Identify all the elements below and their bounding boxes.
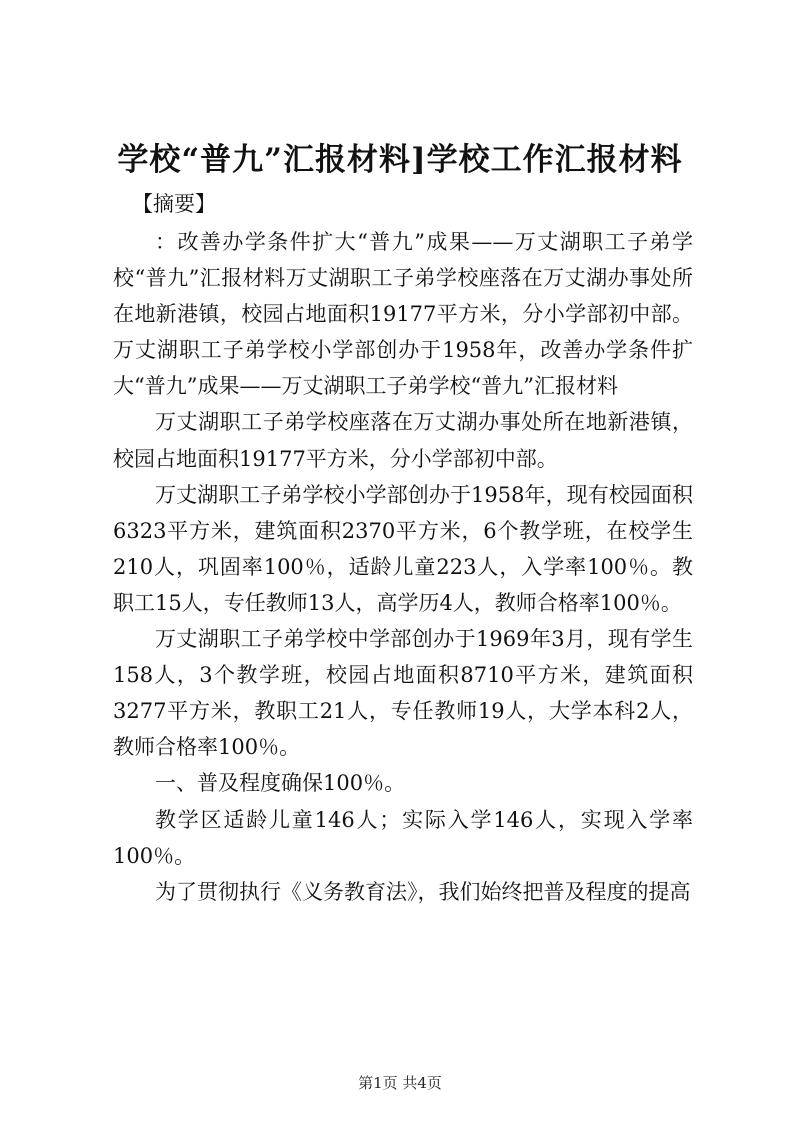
page-footer: 第1页 共4页 — [358, 1074, 442, 1092]
paragraph-5: 一、普及程度确保100％。 — [155, 771, 406, 796]
paragraph-3: 万丈湖职工子弟学校小学部创办于1958年，现有校园面积6323平方米，建筑面积2370平方米，6个教学班，在校学生210人，巩固率100％，适龄儿童223人，入学率100％。教职工15人，专任教师13人，高学历4人，教师合格率100％。 — [113, 482, 693, 615]
paragraph-2: 万丈湖职工子弟学校座落在万丈湖办事处所在地新港镇，校园占地面积19177平方米，分小学部初中部。 — [113, 410, 693, 471]
abstract-label: 【摘要】 — [132, 192, 216, 216]
paragraph-4: 万丈湖职工子弟学校中学部创办于1969年3月，现有学生158人，3个教学班，校园占地面积8710平方米，建筑面积3277平方米，教职工21人，专任教师19人，大学本科2人，教师合格率100％。 — [113, 627, 693, 760]
paragraph-1: ：改善办学条件扩大“普九”成果——万丈湖职工子弟学校“普九”汇报材料万丈湖职工子弟学校座落在万丈湖办事处所在地新港镇，校园占地面积19177平方米，分小学部初中部。万丈湖职工子弟学校小学部创办于1958年，改善办学条件扩大“普九”成果——万丈湖职工子弟学校“普九”汇报材料 — [113, 230, 693, 399]
paragraph-6: 教学区适龄儿童146人；实际入学146人，实现入学率100％。 — [113, 807, 693, 868]
document-title: 学校“普九”汇报材料]学校工作汇报材料 — [117, 142, 683, 178]
paragraph-7: 为了贯彻执行《义务教育法》，我们始终把普及程度的提高 — [155, 879, 691, 904]
document-body — [113, 224, 693, 910]
